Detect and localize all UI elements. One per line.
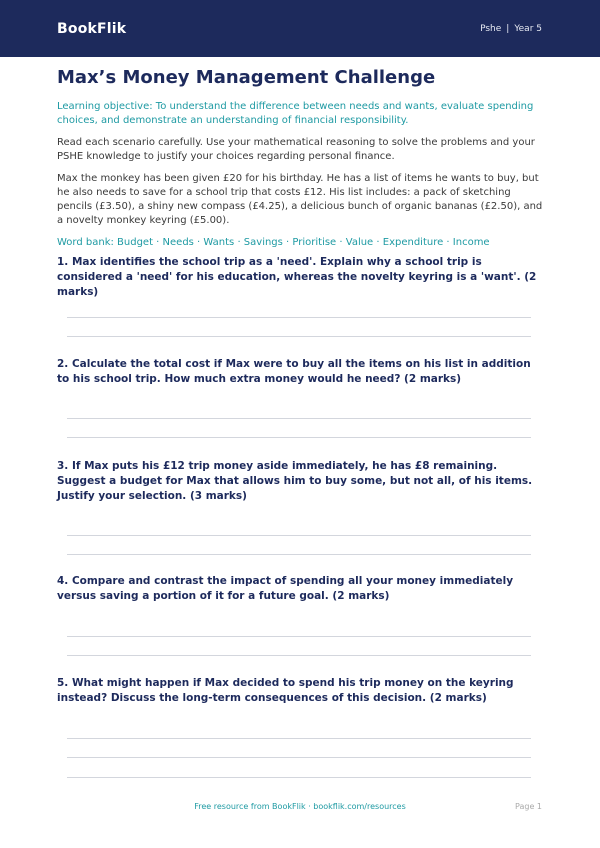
meta-separator: |: [506, 23, 510, 34]
question-text: 4. Compare and contrast the impact of spending all your money immediately versus saving a portion of it for a future goal. (2 marks): [57, 575, 514, 602]
subject-year-label: [480, 24, 542, 34]
question-text: 5. What might happen if Max decided to spend his trip money on the keyring instead? Discuss the long-term consequences of this decision. (2 marks): [57, 677, 514, 704]
brand-logo[interactable]: BookFlik: [57, 20, 127, 37]
question-3: [57, 459, 543, 504]
answer-line[interactable]: [67, 418, 531, 419]
answer-line[interactable]: [67, 336, 531, 337]
answer-line[interactable]: [67, 317, 531, 318]
subject-label: Pshe: [480, 23, 502, 34]
answer-line[interactable]: [67, 738, 531, 739]
word-bank: Word bank: Budget · Needs · Wants · Savings · Prioritise · Value · Expenditure · Income: [57, 237, 490, 248]
answer-line[interactable]: [67, 554, 531, 555]
instructions-text: Read each scenario carefully. Use your mathematical reasoning to solve the problems and your PSHE knowledge to justify your choices regarding personal finance.: [57, 137, 535, 162]
question-text: 3. If Max puts his £12 trip money aside immediately, he has £8 remaining. Suggest a budget for Max that allows him to buy some, but not all, of his items. Justify your selection. (3 marks): [57, 460, 533, 502]
answer-line[interactable]: [67, 437, 531, 438]
page-number: Page 1: [515, 802, 542, 811]
question-text: 2. Calculate the total cost if Max were to buy all the items on his list in addition to his school trip. How much extra money would he need? (2 marks): [57, 358, 531, 385]
question-text: 1. Max identifies the school trip as a 'need'. Explain why a school trip is considered a 'need' for his education, whereas the novelty keyring is a 'want'. (2 marks): [57, 256, 537, 298]
answer-line[interactable]: [67, 636, 531, 637]
answer-line[interactable]: [67, 535, 531, 536]
answer-line[interactable]: [67, 757, 531, 758]
page-title: Max’s Money Management Challenge: [57, 67, 436, 88]
worksheet-intro: [57, 67, 543, 250]
page-header: [0, 0, 600, 57]
answer-line[interactable]: [67, 777, 531, 778]
year-label: Year 5: [514, 23, 542, 34]
footer-resource-link[interactable]: Free resource from BookFlik · bookflik.com/resources: [194, 802, 406, 811]
question-5: [57, 676, 543, 706]
question-1: [57, 255, 543, 300]
answer-line[interactable]: [67, 655, 531, 656]
question-4: [57, 574, 543, 604]
scenario-text: Max the monkey has been given £20 for his birthday. He has a list of items he wants to buy, but he also needs to save for a school trip that costs £12. His list includes: a pack of sketching pencils (£3.50), a shiny new compass (£4.25), a delicious bunch of organic bananas (£2.50), and a novelty monkey keyring (£5.00).: [57, 173, 543, 226]
question-2: [57, 357, 543, 387]
learning-objective: Learning objective: To understand the difference between needs and wants, evaluate spending choices, and demonstrate an understanding of financial responsibility.: [57, 101, 534, 126]
